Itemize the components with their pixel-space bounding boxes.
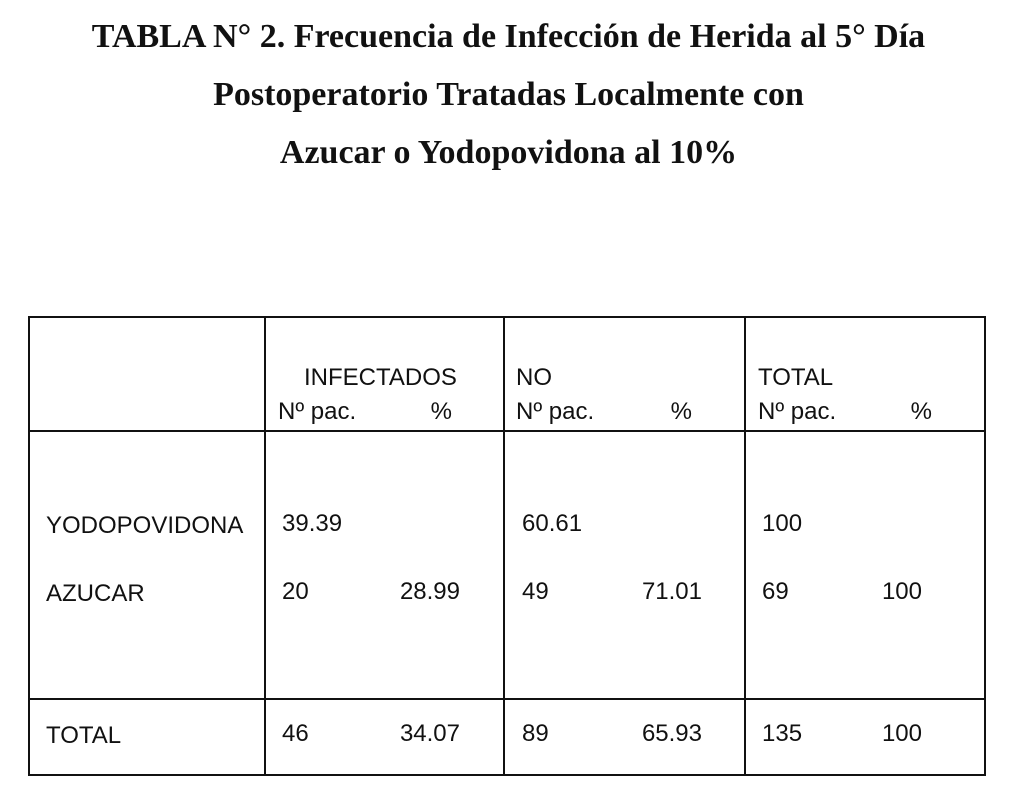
title-line-2: Postoperatorio Tratadas Localmente con: [213, 76, 804, 113]
cell-total-no-n: 89: [522, 720, 549, 747]
cell-azucar-no-pct: 71.01: [641, 578, 702, 605]
subheader-infectados-pct: %: [430, 398, 452, 425]
column-divider: [744, 318, 746, 774]
cell-yodo-no-n: 60.61: [522, 510, 583, 537]
header-no: NO: [516, 364, 552, 391]
header-total: TOTAL: [758, 364, 834, 391]
title-line-1: TABLA N° 2. Frecuencia de Infección de Herida al 5° Día: [91, 18, 926, 55]
cell-azucar-inf-pct: 28.99: [399, 578, 460, 605]
cell-azucar-inf-n: 20: [282, 578, 309, 605]
title-line-3: Azucar o Yodopovidona al 10%: [279, 134, 738, 171]
cell-azucar-tot-pct: 100: [881, 578, 922, 605]
subheader-total-n: Nº pac.: [758, 398, 837, 425]
frequency-table: [28, 316, 986, 776]
subheader-no-pct: %: [670, 398, 692, 425]
cell-yodo-inf-n: 39.39: [282, 510, 343, 537]
cell-total-tot-n: 135: [762, 720, 803, 747]
column-divider: [503, 318, 505, 774]
row-label-yodopovidona: YODOPOVIDONA: [46, 512, 244, 539]
subheader-total-pct: %: [910, 398, 932, 425]
cell-total-inf-n: 46: [282, 720, 309, 747]
cell-total-tot-pct: 100: [881, 720, 922, 747]
header-infectados: INFECTADOS: [304, 364, 457, 391]
header-divider: [30, 430, 984, 432]
cell-total-inf-pct: 34.07: [399, 720, 460, 747]
table-title: [0, 8, 1017, 182]
cell-azucar-tot-n: 69: [762, 578, 789, 605]
row-label-azucar: AZUCAR: [46, 580, 145, 607]
cell-yodo-tot-n: 100: [762, 510, 803, 537]
cell-total-no-pct: 65.93: [641, 720, 702, 747]
row-label-total: TOTAL: [46, 722, 122, 749]
column-divider: [264, 318, 266, 774]
total-divider: [30, 698, 984, 700]
cell-azucar-no-n: 49: [522, 578, 549, 605]
subheader-infectados-n: Nº pac.: [278, 398, 357, 425]
subheader-no-n: Nº pac.: [516, 398, 595, 425]
